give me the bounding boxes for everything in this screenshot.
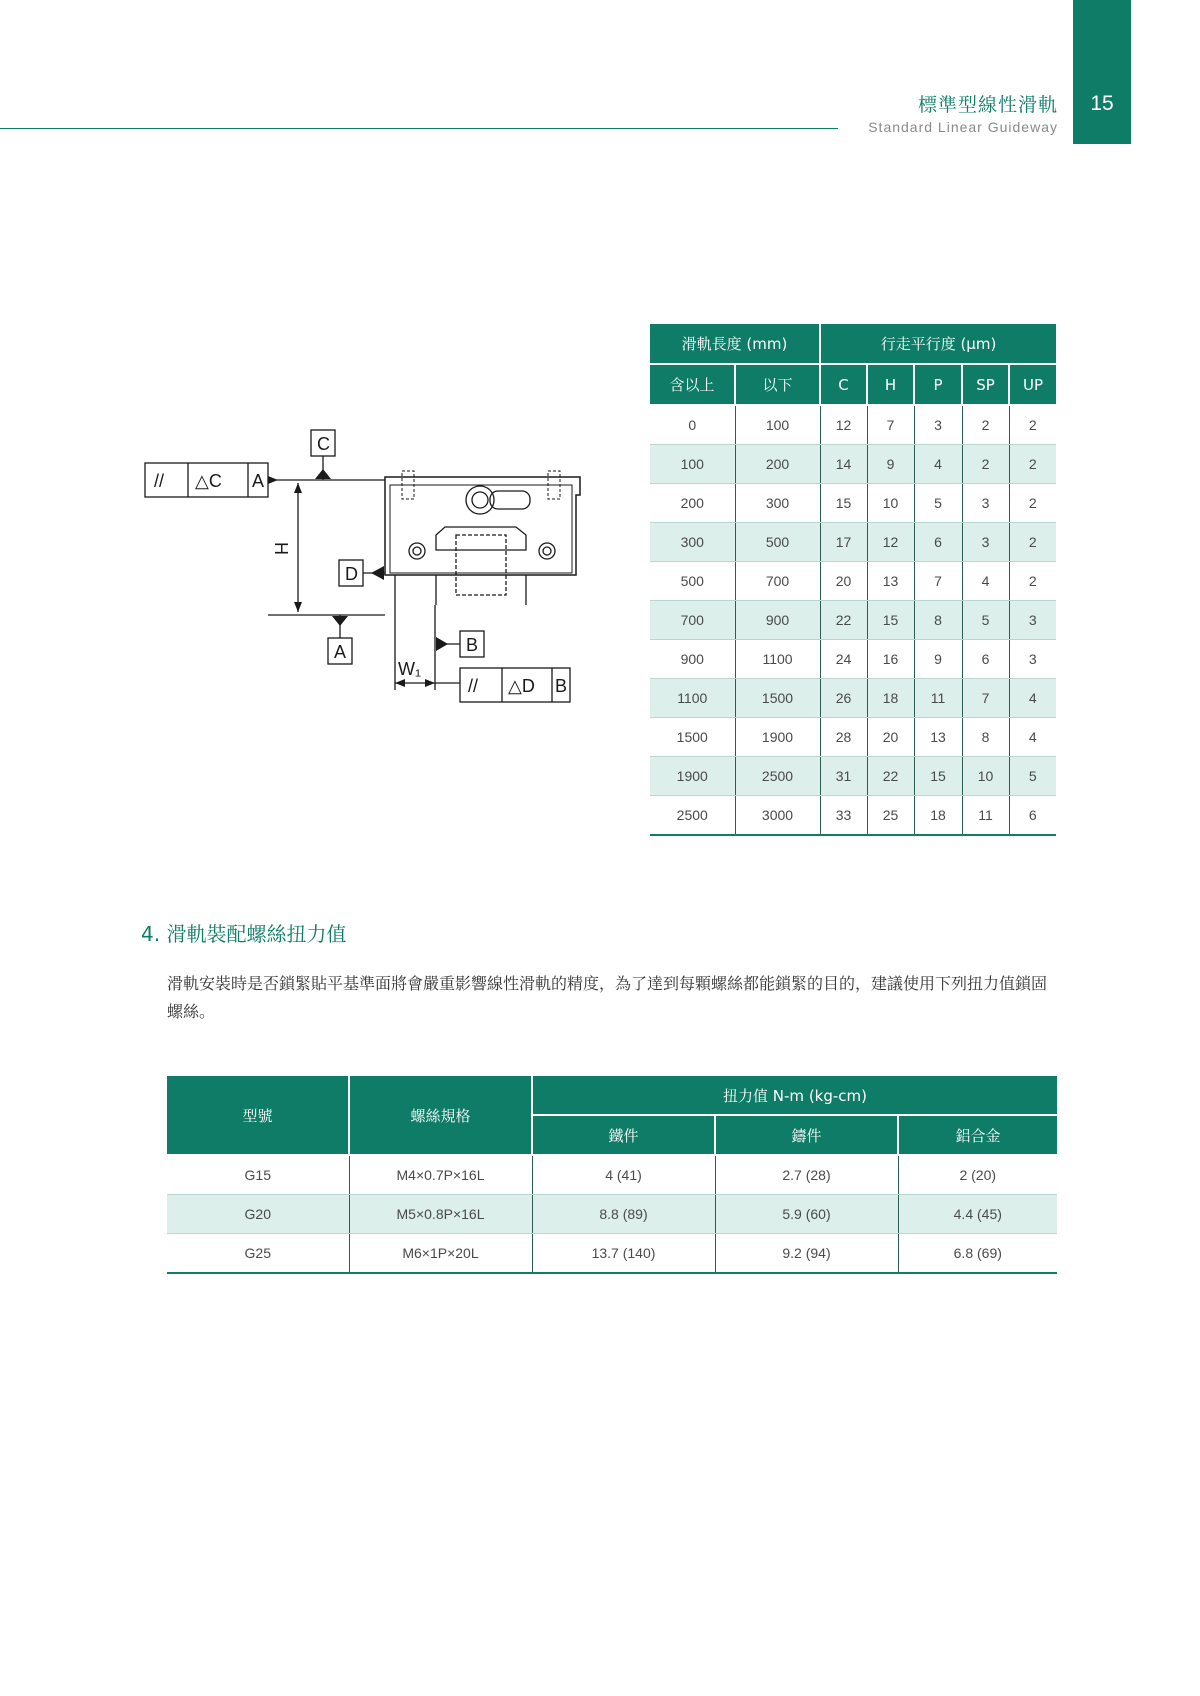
table-row (650, 640, 1056, 679)
table-cell: 31 (820, 757, 867, 796)
table-cell: 26 (820, 679, 867, 718)
col-h: H (867, 364, 914, 405)
table-cell: 5 (1009, 757, 1056, 796)
table-cell: 8.8 (89) (532, 1195, 715, 1234)
table-cell: 2 (1009, 523, 1056, 562)
running-parallelism-table (650, 324, 1056, 836)
table-row (650, 523, 1056, 562)
col-casting: 鑄件 (715, 1115, 898, 1155)
table-cell: 28 (820, 718, 867, 757)
table-cell: 5 (914, 484, 962, 523)
table-cell: 33 (820, 796, 867, 836)
col-sp: SP (962, 364, 1009, 405)
table-cell: 22 (820, 601, 867, 640)
table-row (650, 562, 1056, 601)
datum-a-triangle (332, 616, 348, 626)
header-subtitle: Standard Linear Guideway (868, 119, 1058, 135)
table-cell: 14 (820, 445, 867, 484)
col-iron: 鐵件 (532, 1115, 715, 1155)
table-cell: 18 (914, 796, 962, 836)
table-header-row (167, 1076, 1057, 1115)
frame-bottom-parallel: // (468, 676, 479, 696)
frame-bottom-tolerance: △D (508, 676, 535, 696)
table-cell: 5.9 (60) (715, 1195, 898, 1234)
table-cell: 5 (962, 601, 1009, 640)
table-cell: 9.2 (94) (715, 1234, 898, 1274)
page-number: 15 (1090, 92, 1114, 115)
table-row (167, 1234, 1057, 1274)
table-cell: 3 (1009, 601, 1056, 640)
table-row (650, 601, 1056, 640)
running-parallelism-diagram (140, 425, 590, 715)
table-cell: 15 (867, 601, 914, 640)
table-cell: 6.8 (69) (953, 1245, 1002, 1261)
table-cell: 20 (867, 718, 914, 757)
col-up: UP (1009, 364, 1056, 405)
table-cell: 7 (914, 562, 962, 601)
rail-length-header: 滑軌長度 (mm) (650, 324, 820, 364)
table-cell: 700 (735, 562, 820, 601)
header-rule (0, 128, 838, 129)
table-cell: 200 (650, 484, 735, 523)
table-row (650, 796, 1056, 836)
table-cell: 4 (41) (532, 1155, 715, 1195)
table-cell: 200 (735, 445, 820, 484)
parallelism-header: 行走平行度 (μm) (820, 324, 1056, 364)
table-cell: 2 (1009, 484, 1056, 523)
table-row (167, 1155, 1057, 1195)
table-cell: 2.7 (28) (715, 1155, 898, 1195)
table-row (650, 679, 1056, 718)
table-cell: 24 (820, 640, 867, 679)
table-cell: 4.4 (45) (898, 1195, 1057, 1234)
table-cell: 13.7 (140) (532, 1234, 715, 1274)
datum-a-label: A (334, 642, 347, 662)
table-cell: 2 (962, 445, 1009, 484)
table-cell: 100 (735, 405, 820, 445)
table-cell: 17 (820, 523, 867, 562)
screw-spec-header: 螺絲規格 (349, 1076, 532, 1155)
table-cell: 2 (1009, 445, 1056, 484)
table-cell: 1900 (650, 757, 735, 796)
table-cell: 8 (914, 601, 962, 640)
model-header: 型號 (167, 1076, 349, 1155)
frame-top-tolerance: △C (195, 471, 222, 491)
table-cell: 1500 (735, 679, 820, 718)
section-title: 4. 滑軌裝配螺絲扭力值 (141, 922, 347, 946)
table-cell: 15 (914, 757, 962, 796)
table-cell: 12 (820, 405, 867, 445)
table-cell: 300 (735, 484, 820, 523)
table-cell: 4 (1009, 718, 1056, 757)
col-p: P (914, 364, 962, 405)
table-cell: 4 (962, 562, 1009, 601)
table-cell: M6×1P×20L (349, 1234, 532, 1274)
page-number-tab (1073, 0, 1131, 144)
table-cell: 1100 (735, 640, 820, 679)
table-row (167, 1195, 1057, 1234)
table-cell: 500 (735, 523, 820, 562)
frame-top-parallel: // (154, 471, 165, 491)
table-cell: 13 (867, 562, 914, 601)
datum-b-triangle (436, 637, 448, 651)
table-cell: 3 (962, 484, 1009, 523)
ball-right (539, 543, 555, 559)
table-cell: 12 (867, 523, 914, 562)
col-aluminum: 鋁合金 (898, 1115, 1057, 1155)
header-title: 標準型線性滑軌 (917, 94, 1058, 116)
col-below: 以下 (735, 364, 820, 405)
table-cell: 22 (867, 757, 914, 796)
table-cell: 2 (1009, 405, 1056, 445)
table-cell: 10 (867, 484, 914, 523)
ball-left (409, 543, 425, 559)
frame-bottom-datum: B (555, 676, 568, 696)
table-cell: 700 (650, 601, 735, 640)
table-cell: 1500 (650, 718, 735, 757)
table-cell: 100 (650, 445, 735, 484)
table-cell: G15 (167, 1155, 349, 1195)
table-cell: 300 (650, 523, 735, 562)
table-row (650, 757, 1056, 796)
table-cell: 8 (962, 718, 1009, 757)
table-cell: 900 (735, 601, 820, 640)
datum-c-label: C (317, 434, 330, 454)
table-cell: 7 (962, 679, 1009, 718)
datum-c-triangle (315, 469, 331, 479)
table-row (650, 445, 1056, 484)
table-cell: 10 (962, 757, 1009, 796)
datum-b-label: B (466, 635, 479, 655)
table-cell: G20 (167, 1195, 349, 1234)
table-cell: 900 (650, 640, 735, 679)
col-above: 含以上 (650, 364, 735, 405)
table-subheader-row (650, 364, 1056, 405)
table-cell: 9 (867, 445, 914, 484)
table-cell: 9 (914, 640, 962, 679)
table-cell: 2 (962, 405, 1009, 445)
datum-d-triangle (371, 566, 384, 580)
table-cell: 11 (962, 796, 1009, 836)
table-cell: 13 (914, 718, 962, 757)
table-cell: 1900 (735, 718, 820, 757)
table-cell: 2500 (650, 796, 735, 836)
table-row (650, 405, 1056, 445)
height-h-label: H (271, 542, 291, 555)
table-cell: 3 (962, 523, 1009, 562)
table-cell: 6 (1028, 807, 1037, 823)
table-cell: 3000 (735, 796, 820, 836)
table-cell: 4 (1009, 679, 1056, 718)
table-cell: 25 (867, 796, 914, 836)
table-cell: 0 (650, 405, 735, 445)
table-cell: 2 (20) (898, 1155, 1057, 1195)
table-cell: M4×0.7P×16L (349, 1155, 532, 1195)
table-cell: 3 (914, 405, 962, 445)
table-cell: 7 (867, 405, 914, 445)
table-cell: G25 (167, 1234, 349, 1274)
screw-torque-table (167, 1076, 1057, 1274)
table-cell: 4 (914, 445, 962, 484)
table-row (650, 718, 1056, 757)
table-cell: 500 (650, 562, 735, 601)
table-cell: 6 (914, 523, 962, 562)
table-cell: 2 (1009, 562, 1056, 601)
table-cell: 16 (867, 640, 914, 679)
table-cell: 6 (962, 640, 1009, 679)
table-cell: 11 (914, 679, 962, 718)
col-c: C (820, 364, 867, 405)
rail-outline (436, 527, 526, 550)
table-cell: 1100 (650, 679, 735, 718)
section-paragraph: 滑軌安裝時是否鎖緊貼平基準面將會嚴重影響線性滑軌的精度，為了達到每顆螺絲都能鎖緊的目的，建議使用下列扭力值鎖固螺絲。 (167, 974, 1048, 1021)
table-cell: 2500 (735, 757, 820, 796)
table-cell: 3 (1009, 640, 1056, 679)
torque-header: 扭力值 N-m (kg-cm) (532, 1076, 1057, 1115)
table-cell: 18 (867, 679, 914, 718)
frame-top-datum: A (252, 471, 265, 491)
width-w1-label: W₁ (398, 659, 422, 679)
table-header-row (650, 324, 1056, 364)
table-cell: 15 (820, 484, 867, 523)
datum-d-label: D (345, 564, 358, 584)
table-row (650, 484, 1056, 523)
table-cell: M5×0.8P×16L (349, 1195, 532, 1234)
table-cell: 20 (820, 562, 867, 601)
